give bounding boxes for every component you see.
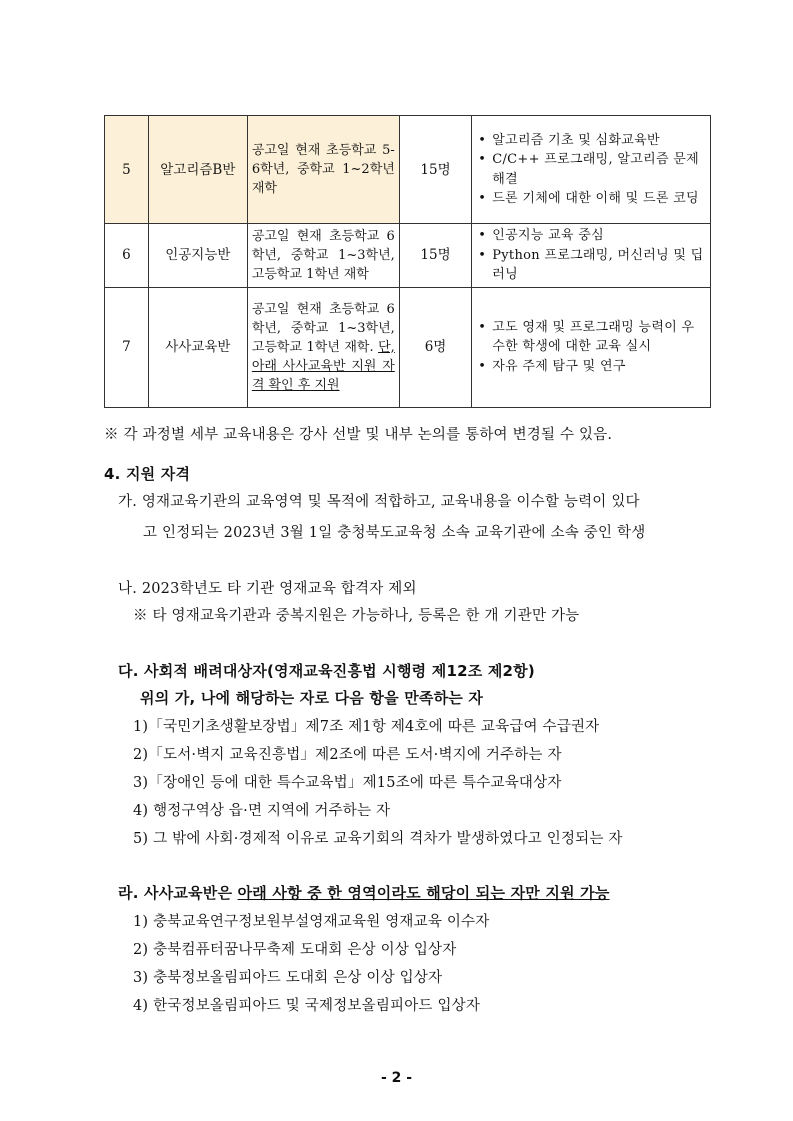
course-name: 사사교육반: [148, 287, 247, 407]
table-note: ※ 각 과정별 세부 교육내용은 강사 선발 및 내부 논의를 통하여 변경될 수 있음.: [104, 427, 613, 443]
page-number: - 2 -: [380, 1070, 413, 1086]
list-item: 2) 충북컴퓨터꿈나무축제 도대회 은상 이상 입상자: [133, 942, 457, 958]
headcount: 6명: [399, 287, 471, 407]
list-item: 4) 행정구역상 읍·면 지역에 거주하는 자: [133, 803, 391, 819]
content-item: • 고도 영재 및 프로그래밍 능력이 우수한 학생에 대한 교육 실시: [476, 318, 706, 357]
headcount: 15명: [399, 224, 471, 288]
content-item: • 인공지능 교육 중심: [476, 226, 706, 246]
clause-da-subheading: 위의 가, 나에 해당하는 자로 다음 항을 만족하는 자: [140, 689, 484, 707]
course-table: [104, 115, 711, 408]
course-contents: [472, 224, 711, 288]
row-number: 6: [105, 224, 149, 288]
table-row: [105, 116, 711, 224]
course-contents: [472, 116, 711, 224]
clause-ra-heading: [118, 882, 610, 903]
course-name: 인공지능반: [148, 224, 247, 288]
table-row: [105, 287, 711, 407]
row-number: 7: [105, 287, 149, 407]
clause-na: 나. 2023학년도 타 기관 영재교육 합격자 제외: [118, 581, 417, 597]
course-name: 알고리즘B반: [148, 116, 247, 224]
clause-da-heading: 다. 사회적 배려대상자(영재교육진흥법 시행령 제12조 제2항): [118, 662, 535, 680]
list-item: 3)「장애인 등에 대한 특수교육법」제15조에 따른 특수교육대상자: [133, 775, 562, 791]
clause-ga-line1: 가. 영재교육기관의 교육영역 및 목적에 적합하고, 교육내용을 이수할 능력이 있다: [118, 494, 640, 510]
eligibility: 공고일 현재 초등학교 6학년, 중학교 1~3학년, 고등학교 1학년 재학: [247, 224, 399, 288]
clause-ga-line2: 고 인정되는 2023년 3월 1일 충청북도교육청 소속 교육기관에 소속 중인 학생: [143, 525, 646, 541]
eligibility-main: 공고일 현재 초등학교 6학년, 중학교 1~3학년, 고등학교 1학년 재학.: [251, 301, 395, 355]
eligibility: 공고일 현재 초등학교 5-6학년, 중학교 1~2학년 재학: [247, 116, 399, 224]
section-heading: 4. 지원 자격: [104, 465, 191, 483]
content-item: • C/C++ 프로그래밍, 알고리즘 문제해결: [476, 150, 706, 189]
content-item: • 자유 주제 탐구 및 연구: [476, 357, 706, 377]
eligibility: [247, 287, 399, 407]
clause-na-note: ※ 타 영재교육기관과 중복지원은 가능하나, 등록은 한 개 기관만 가능: [133, 608, 580, 624]
headcount: 15명: [399, 116, 471, 224]
table-row: [105, 224, 711, 288]
list-item: 1)「국민기초생활보장법」제7조 제1항 제4호에 따른 교육급여 수급권자: [133, 719, 600, 735]
content-item: • Python 프로그래밍, 머신러닝 및 딥러닝: [476, 246, 706, 285]
list-item: 2)「도서·벽지 교육진흥법」제2조에 따른 도서·벽지에 거주하는 자: [133, 747, 562, 763]
content-item: • 드론 기체에 대한 이해 및 드론 코딩: [476, 189, 706, 209]
clause-ra-prefix: 라. 사사교육반은: [118, 884, 238, 902]
eligibility-condition: 단, 아래 사사교육반 지원 자격 확인 후 지원: [251, 339, 395, 393]
list-item: 3) 충북정보올림피아드 도대회 은상 이상 입상자: [133, 970, 443, 986]
content-item: • 알고리즘 기초 및 심화교육반: [476, 131, 706, 151]
list-item: 4) 한국정보올림피아드 및 국제정보올림피아드 입상자: [133, 998, 481, 1014]
list-item: 5) 그 밖에 사회·경제적 이유로 교육기회의 격차가 발생하였다고 인정되는 자: [133, 831, 623, 847]
row-number: 5: [105, 116, 149, 224]
clause-ra-condition: 아래 사항 중 한 영역이라도 해당이 되는 자만 지원 가능: [237, 884, 610, 902]
list-item: 1) 충북교육연구정보원부설영재교육원 영재교육 이수자: [133, 914, 490, 930]
course-contents: [472, 287, 711, 407]
